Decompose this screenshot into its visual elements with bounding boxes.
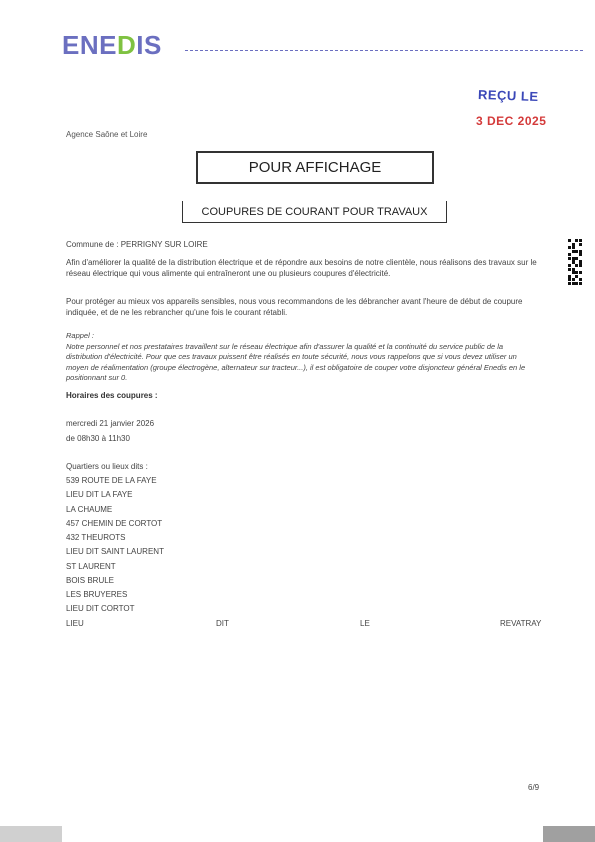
area-last-row-col1: LIEU <box>66 619 84 628</box>
area-item: LA CHAUME <box>66 505 113 514</box>
logo-text: ENEDIS <box>62 30 162 60</box>
header-rule <box>185 50 583 51</box>
advice-paragraph: Pour protéger au mieux vos appareils sensibles, nous vous recommandons de les débrancher avant l'heure de début de coupure indiquée, et de ne les rebrancher qu'une fois le courant rétabli. <box>66 297 523 317</box>
area-item: LIEU DIT CORTOT <box>66 604 135 613</box>
area-last-row-col3: LE <box>360 619 370 628</box>
area-item: 432 THEUROTS <box>66 533 126 542</box>
reminder-block <box>66 331 536 384</box>
reminder-text: Notre personnel et nos prestataires travaillent sur le réseau électrique afin d'assurer la qualité et la continuité du service public de la distribution d'électricité. Pour que ces travaux puissent être réalisés en toute sécurité, nous vous rappelons que si vous devez utiliser un moyen de réalimentation (groupe électrogène, alternateur sur tracteur...), il est obligatoire de couper votre disjoncteur général Enedis en le positionnant sur 0. <box>66 341 526 382</box>
area-item: ST LAURENT <box>66 562 116 571</box>
schedule-heading: Horaires des coupures : <box>66 391 158 400</box>
page-subtitle-text: COUPURES DE COURANT POUR TRAVAUX <box>201 205 428 218</box>
area-item: LIEU DIT SAINT LAURENT <box>66 547 164 556</box>
schedule-date: mercredi 21 janvier 2026 <box>66 419 155 428</box>
area-last-row-col2: DIT <box>216 619 229 628</box>
area-item: 457 CHEMIN DE CORTOT <box>66 519 163 528</box>
received-stamp-date: 3 DEC 2025 <box>476 114 547 128</box>
page-subtitle <box>182 201 447 223</box>
logo-accent-letter: D <box>116 30 137 60</box>
area-item: BOIS BRULE <box>66 576 115 585</box>
scan-artifact-right <box>543 826 595 842</box>
enedis-logo <box>62 30 162 61</box>
areas-heading: Quartiers ou lieux dits : <box>66 462 148 471</box>
agency-name: Agence Saône et Loire <box>66 130 148 139</box>
page-number: 6/9 <box>528 783 540 792</box>
area-item: LES BRUYERES <box>66 590 128 599</box>
area-last-row-col4: REVATRAY <box>500 619 542 628</box>
page-title-text: POUR AFFICHAGE <box>248 159 382 176</box>
area-item: 539 ROUTE DE LA FAYE <box>66 476 157 485</box>
page-title <box>196 151 434 184</box>
received-stamp-label: REÇU LE <box>477 86 539 105</box>
schedule-time: de 08h30 à 11h30 <box>66 434 130 443</box>
commune-line: Commune de : PERRIGNY SUR LOIRE <box>66 240 208 249</box>
intro-paragraph: Afin d'améliorer la qualité de la distribution électrique et de répondre aux besoins de notre clientèle, nous réalisons des travaux sur le réseau électrique qui vous alimente qui entraîneront une ou plusieurs coupures d'électricité. <box>66 258 537 278</box>
area-item: LIEU DIT LA FAYE <box>66 490 133 499</box>
scan-artifact-left <box>0 826 62 842</box>
datamatrix-code <box>568 239 582 285</box>
reminder-label: Rappel : <box>66 331 94 340</box>
